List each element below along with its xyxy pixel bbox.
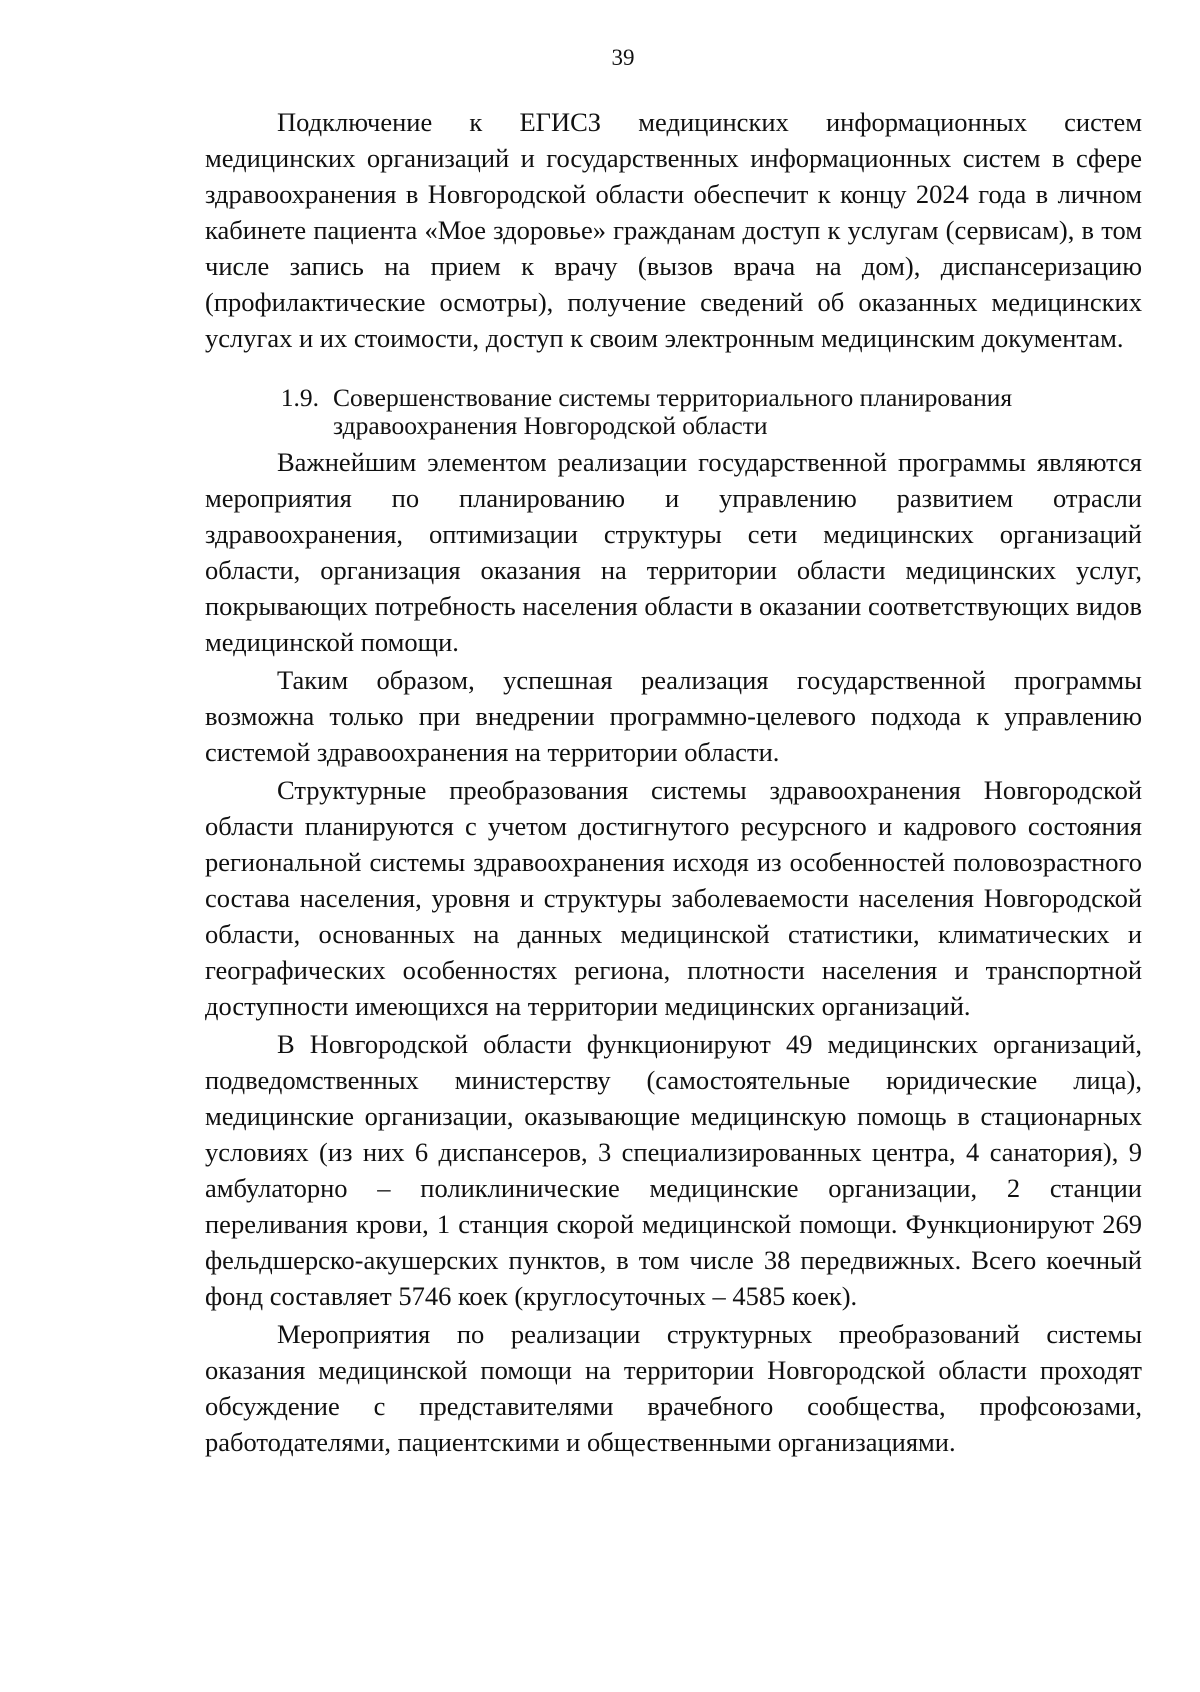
paragraph-medical-organizations: В Новгородской области функционируют 49 медицинских организаций, подведомственных министерству (самостоятельные юридические лица), медицинские организации, оказывающие медицинскую помощь в стационарных условиях (из них 6 диспансеров, 3 специализированных центра, 4 санатория), 9 амбулаторно – поликлинические медицинские организации, 2 станции переливания крови, 1 станция скорой медицинской помощи. Функционируют 269 фельдшерско-акушерских пунктов, в том числе 38 передвижных. Всего коечный фонд составляет 5746 коек (круглосуточных – 4585 коек). — [205, 1029, 1142, 1311]
paragraph-program-approach: Таким образом, успешная реализация государственной программы возможна только при внедрении программно-целевого подхода к управлению системой здравоохранения на территории области. — [205, 665, 1142, 767]
paragraph-structural-transformations: Структурные преобразования системы здравоохранения Новгородской области планируются с учетом достигнутого ресурсного и кадрового состояния региональной системы здравоохранения исходя из особенностей половозрастного состава населения, уровня и структуры заболеваемости населения Новгородской области, основанных на данных медицинской статистики, климатических и географических особенностях региона, плотности населения и транспортной доступности имеющихся на территории медицинских организаций. — [205, 775, 1142, 1021]
section-number: 1.9. — [280, 383, 319, 412]
section-title: Совершенствование системы территориального планирования здравоохранения Новгородской области — [333, 383, 1013, 440]
page-number: 39 — [611, 45, 635, 70]
paragraph-discussion: Мероприятия по реализации структурных преобразований системы оказания медицинской помощи на территории Новгородской области проходят обсуждение с представителями врачебного сообщества, профсоюзами, работодателями, пациентскими и общественными организациями. — [205, 1319, 1142, 1457]
paragraph-egisz-connection: Подключение к ЕГИСЗ медицинских информационных систем медицинских организаций и государственных информационных систем в сфере здравоохранения в Новгородской области обеспечит к концу 2024 года в личном кабинете пациента «Мое здоровье» гражданам доступ к услугам (сервисам), в том числе запись на прием к врачу (вызов врача на дом), диспансеризацию (профилактические осмотры), получение сведений об оказанных медицинских услугах и их стоимости, доступ к своим электронным медицинским документам. — [205, 107, 1142, 353]
paragraph-planning-measures: Важнейшим элементом реализации государственной программы являются мероприятия по планированию и управлению развитием отрасли здравоохранения, оптимизации структуры сети медицинских организаций области, организация оказания на территории области медицинских услуг, покрывающих потребность населения области в оказании соответствующих видов медицинской помощи. — [205, 447, 1142, 657]
page-content — [205, 104, 1142, 1460]
section-heading — [205, 384, 1142, 440]
